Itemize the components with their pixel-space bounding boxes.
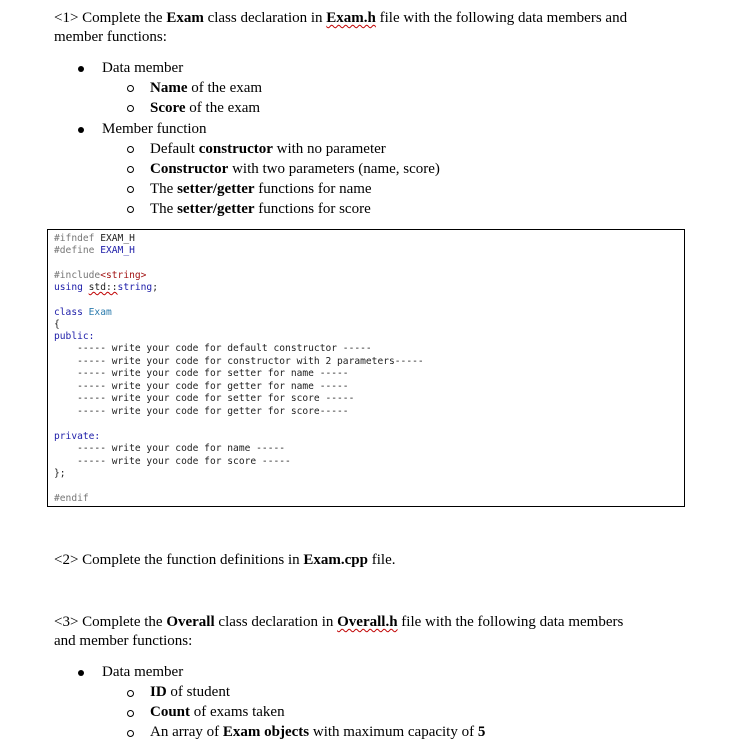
code-line-using [54, 282, 158, 294]
section1-heading [54, 9, 694, 47]
code-line-public-todo: ----- write your code for default constructor ----- [54, 343, 372, 354]
item-rest: with no parameter [272, 141, 386, 157]
item-rest: of the exam [187, 80, 263, 96]
item-rest: An array of [150, 724, 223, 740]
item-rest: with two parameters (name, score) [228, 161, 440, 177]
heading-text-suffix: file. [367, 552, 396, 568]
code-line-open-brace: { [54, 319, 60, 330]
item-pre: The [150, 201, 178, 217]
circle-bullet-icon [127, 690, 134, 697]
exam-class-name: Exam [166, 10, 204, 26]
heading-text-mid: class declaration in [203, 10, 327, 26]
include-target: <string> [100, 270, 147, 281]
item-bold: setter/getter [177, 181, 255, 197]
data-member-label: Data member [102, 664, 184, 680]
code-line-include [54, 270, 146, 282]
class-name: Exam [88, 307, 112, 318]
heading-text-suffix: file with the following data members [397, 614, 624, 630]
item-rest: functions for score [254, 201, 371, 217]
member-function-item [150, 180, 372, 199]
member-function-label: Member function [102, 121, 207, 137]
item-rest: of student [166, 684, 230, 700]
code-line-endif: #endif [54, 493, 89, 504]
heading-line2: member functions: [54, 29, 167, 45]
heading-text-suffix: file with the following data members and [375, 10, 628, 26]
section2-heading [54, 551, 694, 570]
exam-cpp-file: Exam.cpp [303, 552, 368, 568]
overall-class-name: Overall [166, 614, 215, 630]
code-line-private: private: [54, 431, 101, 442]
code-line-public-todo: ----- write your code for getter for score----- [54, 406, 349, 417]
code-line-class [54, 307, 112, 319]
code-line-public: public: [54, 331, 95, 342]
code-line-public-todo: ----- write your code for getter for name ----- [54, 381, 349, 392]
item-bold: Count [150, 704, 191, 720]
item-rest: functions for name [254, 181, 372, 197]
circle-bullet-icon [127, 206, 134, 213]
item-bold: Name [150, 80, 188, 96]
code-line-private-todo: ----- write your code for score ----- [54, 456, 291, 467]
code-line-public-todo: ----- write your code for setter for name ----- [54, 368, 349, 379]
item-pre: The [150, 181, 178, 197]
code-line-public-todo: ----- write your code for constructor with 2 parameters----- [54, 356, 424, 367]
data-member-item [150, 703, 285, 722]
circle-bullet-icon [127, 710, 134, 717]
data-member-item [150, 683, 230, 702]
heading-text: <3> Complete the [54, 614, 167, 630]
guard-name: EXAM_H [100, 245, 135, 256]
namespace: std:: [88, 282, 118, 293]
exam-h-file: Exam.h [326, 10, 376, 26]
item-bold: ID [150, 684, 167, 700]
directive: #ifndef [54, 233, 101, 244]
code-line-public-todo: ----- write your code for setter for score ----- [54, 393, 355, 404]
circle-bullet-icon [127, 105, 134, 112]
bullet-icon [78, 66, 84, 72]
code-line-ifndef [54, 233, 135, 245]
item-rest: of exams taken [190, 704, 285, 720]
keyword: class [54, 307, 89, 318]
code-block [47, 229, 685, 507]
item-bold: Constructor [150, 161, 229, 177]
item-rest: of the exam [185, 100, 261, 116]
circle-bullet-icon [127, 146, 134, 153]
overall-h-file: Overall.h [337, 614, 398, 630]
circle-bullet-icon [127, 730, 134, 737]
data-member-item [150, 79, 262, 98]
heading-line2: and member functions: [54, 633, 193, 649]
item-pre: Default [150, 141, 199, 157]
circle-bullet-icon [127, 186, 134, 193]
item-bold3: 5 [477, 724, 486, 740]
keyword: using [54, 282, 89, 293]
guard-name: EXAM_H [100, 233, 135, 244]
item-bold: Score [150, 100, 186, 116]
item-bold: Exam objects [222, 724, 310, 740]
member-function-item [150, 200, 371, 219]
data-member-item [150, 99, 260, 118]
member-function-item [150, 160, 440, 179]
item-bold: setter/getter [177, 201, 255, 217]
directive: #include [54, 270, 101, 281]
circle-bullet-icon [127, 85, 134, 92]
item-bold: constructor [198, 141, 273, 157]
heading-text: <1> Complete the [54, 10, 167, 26]
item-rest2: with maximum capacity of [309, 724, 478, 740]
data-member-label: Data member [102, 60, 184, 76]
code-line-private-todo: ----- write your code for name ----- [54, 443, 286, 454]
heading-text-mid: class declaration in [214, 614, 338, 630]
data-member-item [150, 723, 485, 742]
bullet-icon [78, 127, 84, 133]
circle-bullet-icon [127, 166, 134, 173]
directive: #define [54, 245, 101, 256]
code-line-close: }; [54, 468, 66, 479]
member-function-item [150, 140, 386, 159]
section3-heading [54, 613, 694, 651]
type-name: string [117, 282, 153, 293]
bullet-icon [78, 670, 84, 676]
code-line-define [54, 245, 135, 257]
heading-text: <2> Complete the function definitions in [54, 552, 304, 568]
semicolon: ; [152, 282, 158, 293]
